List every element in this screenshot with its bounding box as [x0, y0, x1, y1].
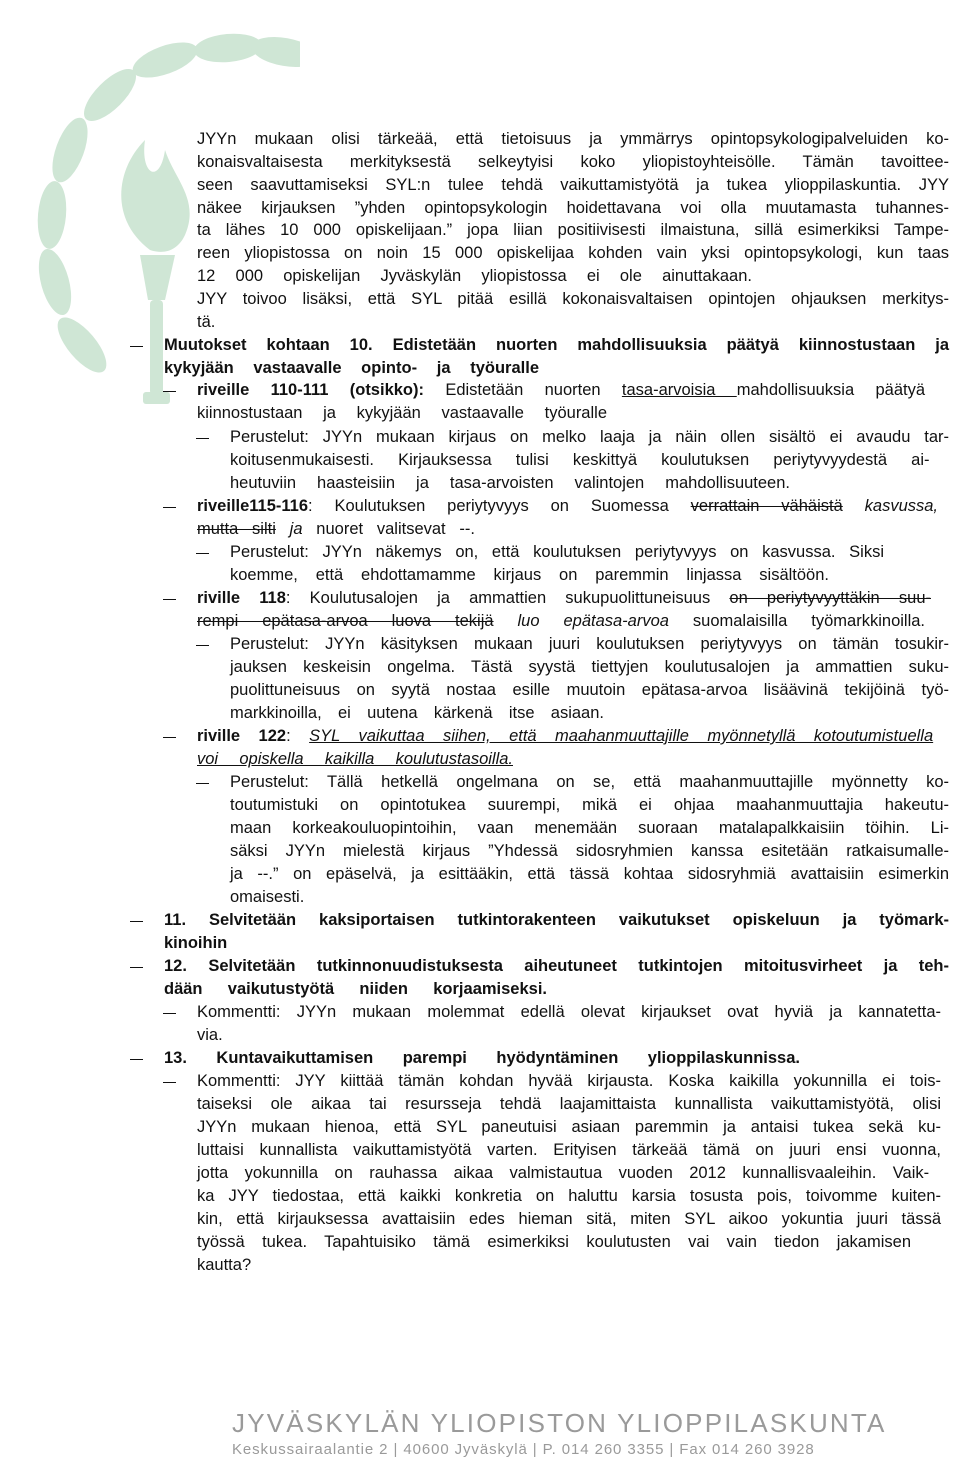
text-span: Edistetään nuorten [424, 381, 622, 399]
list-dash-marker [163, 599, 176, 600]
text-line [197, 1001, 941, 1023]
text-span: puolittuneisuus on syytä nostaa esille muutoin epätasa-arvoa lisäävinä tekijöinä työ- [230, 681, 949, 699]
text-span: ka JYY tiedostaa, että kaikki konkretia on haluttu karsia tosusta pois, toivomme kuiten- [197, 1187, 941, 1205]
list-dash-marker [130, 346, 143, 347]
text-span: Perustelut: JYYn näkemys on, että koulutuksen periytyvyys on kasvussa. Siksi [230, 543, 884, 561]
text-line [230, 449, 929, 471]
text-line [197, 311, 215, 333]
text-span: omaisesti. [230, 888, 305, 906]
text-span: nuoret valitsevat --. [302, 520, 475, 538]
text-span: työssä tukea. Tapahtuisiko tämä esimerkiksi koulutusten vai vain tiedon jakamisen [197, 1233, 911, 1251]
text-span: tä. [197, 313, 216, 331]
text-span: 12. Selvitetään tutkinnonuudistuksesta aiheutuneet tutkintojen mitoitusvirheet ja teh- [164, 957, 949, 975]
text-span: 11. Selvitetään kaksiportaisen tutkintorakenteen vaikutukset opiskeluun ja työmark- [164, 911, 949, 929]
text-line [197, 1070, 941, 1092]
text-span: voi opiskella kaikilla koulutustasoilla. [197, 750, 513, 768]
text-span: koitusenmukaisesti. Kirjauksessa tulisi keskittyä koulutuksen periytyvyydestä ai- [230, 451, 930, 469]
list-dash-marker [130, 967, 143, 968]
text-span: JYYn mukaan olisi tärkeää, että tietoisuus ja ymmärrys opintopsykologipalveluiden ko- [197, 130, 949, 148]
text-span: jauksen keskeisin ongelma. Tästä syystä tiettyjen koulutusalojen ja ammattien suku- [230, 658, 949, 676]
text-line [197, 242, 949, 264]
footer-organization-name: JYVÄSKYLÄN YLIOPISTON YLIOPPILASKUNTA [232, 1408, 887, 1438]
text-span: mahdollisuuksia päätyä [736, 381, 925, 399]
text-line [230, 472, 790, 494]
text-line [230, 771, 949, 793]
text-line [230, 656, 949, 678]
text-span: taiseksi ole aikaa tai resursseja tehdä laajamittaista kunnallista vaikuttamistyötä, olisi [197, 1095, 941, 1113]
text-line [197, 1208, 941, 1230]
list-dash-marker [163, 391, 176, 392]
list-dash-marker [163, 1013, 176, 1014]
text-line [164, 334, 949, 356]
text-line [197, 610, 925, 632]
text-span: tasa-arvoisia [621, 381, 737, 399]
text-span [843, 497, 865, 515]
text-span: 13. Kuntavaikuttamisen parempi hyödyntäminen ylioppilaskunnissa. [164, 1049, 800, 1067]
text-line [164, 357, 539, 379]
text-span: suomalaisilla työmarkkinoilla. [668, 612, 925, 630]
text-line [197, 1231, 911, 1253]
text-span: via. [197, 1026, 223, 1044]
list-dash-marker [130, 921, 143, 922]
footer-contact-info: Keskussairaalantie 2 | 40600 Jyväskylä | P. 014 260 3355 | Fax 014 260 3928 [232, 1441, 815, 1458]
text-line [197, 495, 938, 517]
text-span: Kommentti: JYYn mukaan molemmat edellä olevat kirjaukset ovat hyviä ja kannatetta- [197, 1003, 941, 1021]
text-span: kykyjään vastaavalle opinto- ja työuralle [164, 359, 539, 377]
text-span: : Koulutuksen periytyvyys on Suomessa [308, 497, 691, 515]
text-line [197, 174, 949, 196]
text-line [197, 1139, 941, 1161]
text-line [197, 725, 933, 747]
text-line [197, 1185, 941, 1207]
text-line [230, 863, 949, 885]
list-dash-marker [196, 645, 209, 646]
text-span: luttaisi kunnallista vaikuttamistyötä varten. Erityisen tärkeää tämä on juuri ensi vuonna, [197, 1141, 941, 1159]
text-line [164, 1047, 800, 1069]
list-dash-marker [163, 1082, 176, 1083]
list-dash-marker [196, 783, 209, 784]
text-span: kasvussa, [864, 497, 939, 515]
text-span: Muutokset kohtaan 10. Edistetään nuorten mahdollisuuksia päätyä kiinnostustaan ja [164, 336, 949, 354]
text-span: 12 000 opiskelijan Jyväskylän yliopistossa ei ole ainuttakaan. [197, 267, 752, 285]
text-line [230, 633, 949, 655]
text-line [197, 265, 752, 287]
text-span: JYY toivoo lisäksi, että SYL pitää esillä kokonaisvaltaisen opintojen ohjauksen merkitys- [197, 290, 949, 308]
text-line [197, 1093, 941, 1115]
text-span: konaisvaltaisesta merkityksestä selkeytyisi koko yliopistoyhteisölle. Tämän tavoittee- [197, 153, 949, 171]
text-span [276, 520, 290, 538]
list-dash-marker [130, 1059, 143, 1060]
text-span: : [286, 727, 310, 745]
list-dash-marker [196, 438, 209, 439]
text-line [197, 748, 513, 770]
text-span: riville 118 [197, 589, 286, 607]
text-span: SYL vaikuttaa siihen, että maahanmuuttajille myönnetyllä kotoutumistuella [309, 727, 934, 745]
text-line [197, 1162, 929, 1184]
text-span: ta lähes 10 000 opiskelijaan.” jopa liian positiivisesti ilmaistuna, sillä esimerkiksi Tampe- [197, 221, 949, 239]
text-span: mutta silti [197, 520, 276, 538]
text-span: dään vaikutustyötä niiden korjaamiseksi. [164, 980, 547, 998]
text-line [197, 128, 949, 150]
text-line [230, 817, 949, 839]
text-span: Perustelut: Tällä hetkellä ongelmana on se, että maahanmuuttajille myönnetty ko- [230, 773, 949, 791]
list-dash-marker [163, 737, 176, 738]
text-span: koemme, että ehdottamamme kirjaus on paremmin linjassa sisältöön. [230, 566, 829, 584]
text-span: maan korkeakouluopintoihin, vaan menemään suoraan matalapalkkaisiin töihin. Li- [230, 819, 949, 837]
text-span: kiinnostustaan ja kykyjään vastaavalle työuralle [197, 404, 607, 422]
text-span: toutumistuki on opintotukea suurempi, mikä ei ohjaa maahanmuuttajia hakeutu- [230, 796, 949, 814]
text-line [197, 402, 607, 424]
text-span: JYYn mukaan hienoa, että SYL paneutuisi asiaan paremmin ja antaisi tukea sekä ku- [197, 1118, 941, 1136]
text-span: verrattain vähäistä [690, 497, 843, 515]
text-span: heutuviin haasteisiin ja tasa-arvoisten valintojen mahdollisuuteen. [230, 474, 790, 492]
text-span: riveille 110-111 (otsikko): [197, 381, 424, 399]
text-span: reen yliopistossa on noin 15 000 opiskelijaa kohden vain yksi opintopsykologi, kun taas [197, 244, 949, 262]
text-span [494, 612, 518, 630]
text-span: Perustelut: JYYn käsityksen mukaan juuri koulutuksen periytyvyys on tämän tosukir- [230, 635, 949, 653]
text-span: markkinoilla, ei uutena kärkenä itse asiaan. [230, 704, 604, 722]
text-line [230, 886, 304, 908]
text-line [197, 288, 949, 310]
list-dash-marker [196, 553, 209, 554]
text-line [197, 379, 925, 401]
text-line [197, 1116, 941, 1138]
text-span: seen saavuttamiseksi SYL:n tulee tehdä vaikuttamistyötä ja tukea ylioppilaskuntia. JYY [197, 176, 949, 194]
text-span: näkee kirjauksen ”yhden opintopsykologin hoidettavana voi olla muutamasta tuhannes- [197, 199, 949, 217]
text-line [230, 679, 949, 701]
text-span: kautta? [197, 1256, 252, 1274]
text-line [197, 151, 949, 173]
text-line [230, 564, 829, 586]
text-line [164, 978, 547, 1000]
text-span: on periytyvyyttäkin suu- [729, 589, 931, 607]
text-span: säksi JYYn mielestä kirjaus ”Yhdessä sidosryhmien kanssa esitetään ratkaisumalle- [230, 842, 949, 860]
text-span: Perustelut: JYYn mukaan kirjaus on melko laaja ja näin ollen sisältö ei avaudu tar- [230, 428, 949, 446]
text-line [197, 1254, 251, 1276]
text-line [197, 1024, 223, 1046]
text-line [197, 219, 949, 241]
text-line [197, 518, 475, 540]
text-line [197, 587, 931, 609]
text-span: Kommentti: JYY kiittää tämän kohdan hyvää kirjausta. Koska kaikilla yokunnilla ei tois- [197, 1072, 941, 1090]
text-span: : Koulutusalojen ja ammattien sukupuolittuneisuus [285, 589, 730, 607]
text-line [230, 541, 884, 563]
text-line [230, 794, 949, 816]
list-dash-marker [163, 507, 176, 508]
text-line [197, 197, 949, 219]
text-span: kinoihin [164, 934, 228, 952]
text-span: kin, että kirjauksessa avattaisiin edes hieman sitä, miten SYL aikoo yokuntia juuri tässä [197, 1210, 941, 1228]
text-line [230, 426, 949, 448]
text-line [164, 932, 227, 954]
text-line [230, 702, 604, 724]
text-span: rempi epätasa-arvoa luova tekijä [197, 612, 494, 630]
text-line [230, 840, 949, 862]
text-span: riville 122 [197, 727, 287, 745]
text-span: jotta yokunnilla on rauhassa aikaa valmistautua vuoden 2012 kunnallisvaaleihin. Vaik- [197, 1164, 930, 1182]
text-line [164, 955, 949, 977]
text-span: ja [289, 520, 303, 538]
text-span: riveille115-116 [197, 497, 309, 515]
text-span: ja --.” on epäselvä, ja esittääkin, että tässä kohtaa sidosryhmiä avattaisiin esimerkin [230, 865, 949, 883]
text-span: luo epätasa-arvoa [517, 612, 669, 630]
text-line [164, 909, 949, 931]
